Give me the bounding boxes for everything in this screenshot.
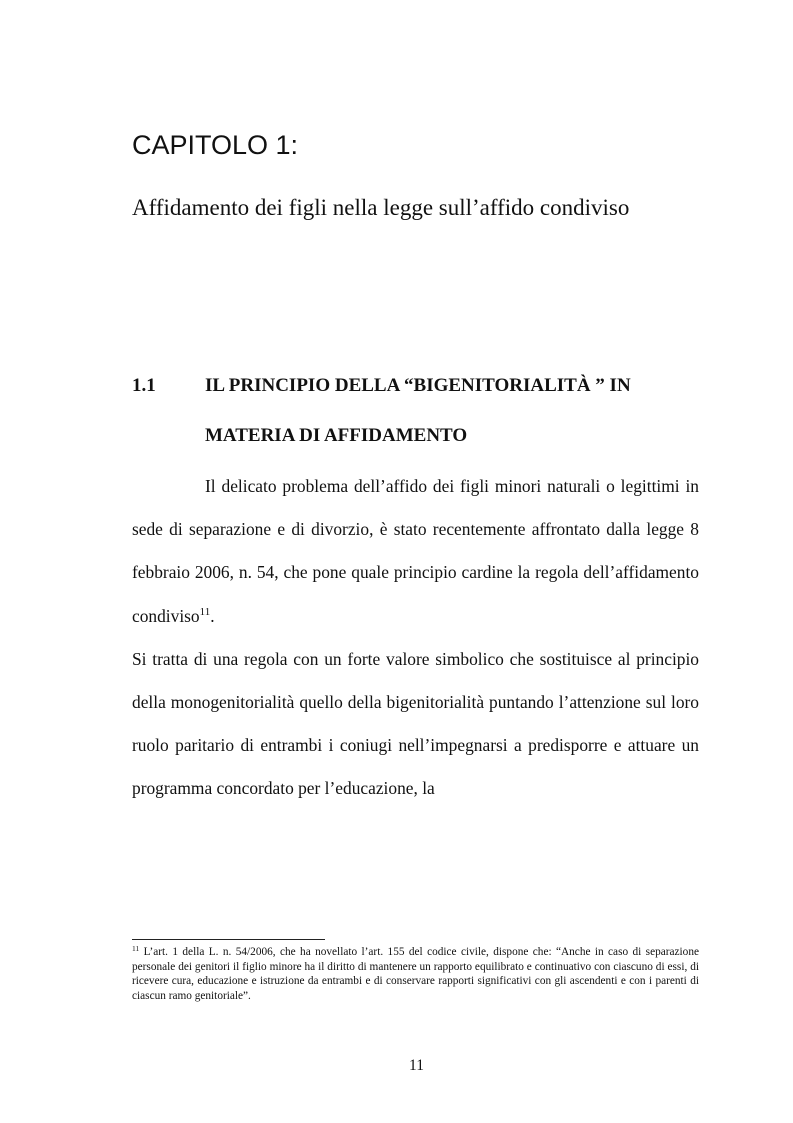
page-number: 11 [409, 1057, 424, 1074]
footnote-reference[interactable]: 11 [199, 605, 211, 618]
section-number: 1.1 [132, 375, 156, 396]
section-title-line-1: IL PRINCIPIO DELLA “BIGENITORIALITÀ ” IN [205, 375, 631, 396]
section-title-line-2: MATERIA DI AFFIDAMENTO [205, 425, 468, 446]
footnote-separator [132, 939, 325, 940]
body-paragraph-2: Si tratta di una regola con un forte valore simbolico che sostituisce al principio della monogenitorialità quello della bigenitorialità puntando l’attenzione sul loro ruolo paritario di entrambi i coniugi nell’impegnarsi a predisporre e attuare un programma concordato per l’educazione, la [132, 648, 699, 799]
chapter-subtitle: Affidamento dei figli nella legge sull’affido condiviso [132, 195, 630, 220]
chapter-label: CAPITOLO 1: [132, 130, 299, 160]
footnote [132, 945, 699, 1003]
footnote-text: L’art. 1 della L. n. 54/2006, che ha novellato l’art. 155 del codice civile, dispone che: “Anche in caso di separazione personale dei genitori il figlio minore ha il diritto di mantenere un rapporto equilibrato e continuativo con ciascuno di essi, di ricevere cura, educazione e istruzione da entrambi e di conservare rapporti significativi con gli ascendenti e con i parenti di ciascun ramo genitoriale”. [132, 946, 699, 1002]
section-title [205, 361, 705, 461]
body-text [132, 465, 699, 811]
footnote-number: 11 [132, 944, 140, 953]
body-paragraph-1-end: . [210, 605, 215, 626]
body-paragraph-1 [132, 465, 699, 638]
body-paragraph-1-text: Il delicato problema dell’affido dei figli minori naturali o legittimi in sede di separazione e di divorzio, è stato recentemente affrontato dalla legge 8 febbraio 2006, n. 54, che pone quale principio cardine la regola dell’affidamento condiviso [132, 476, 699, 626]
